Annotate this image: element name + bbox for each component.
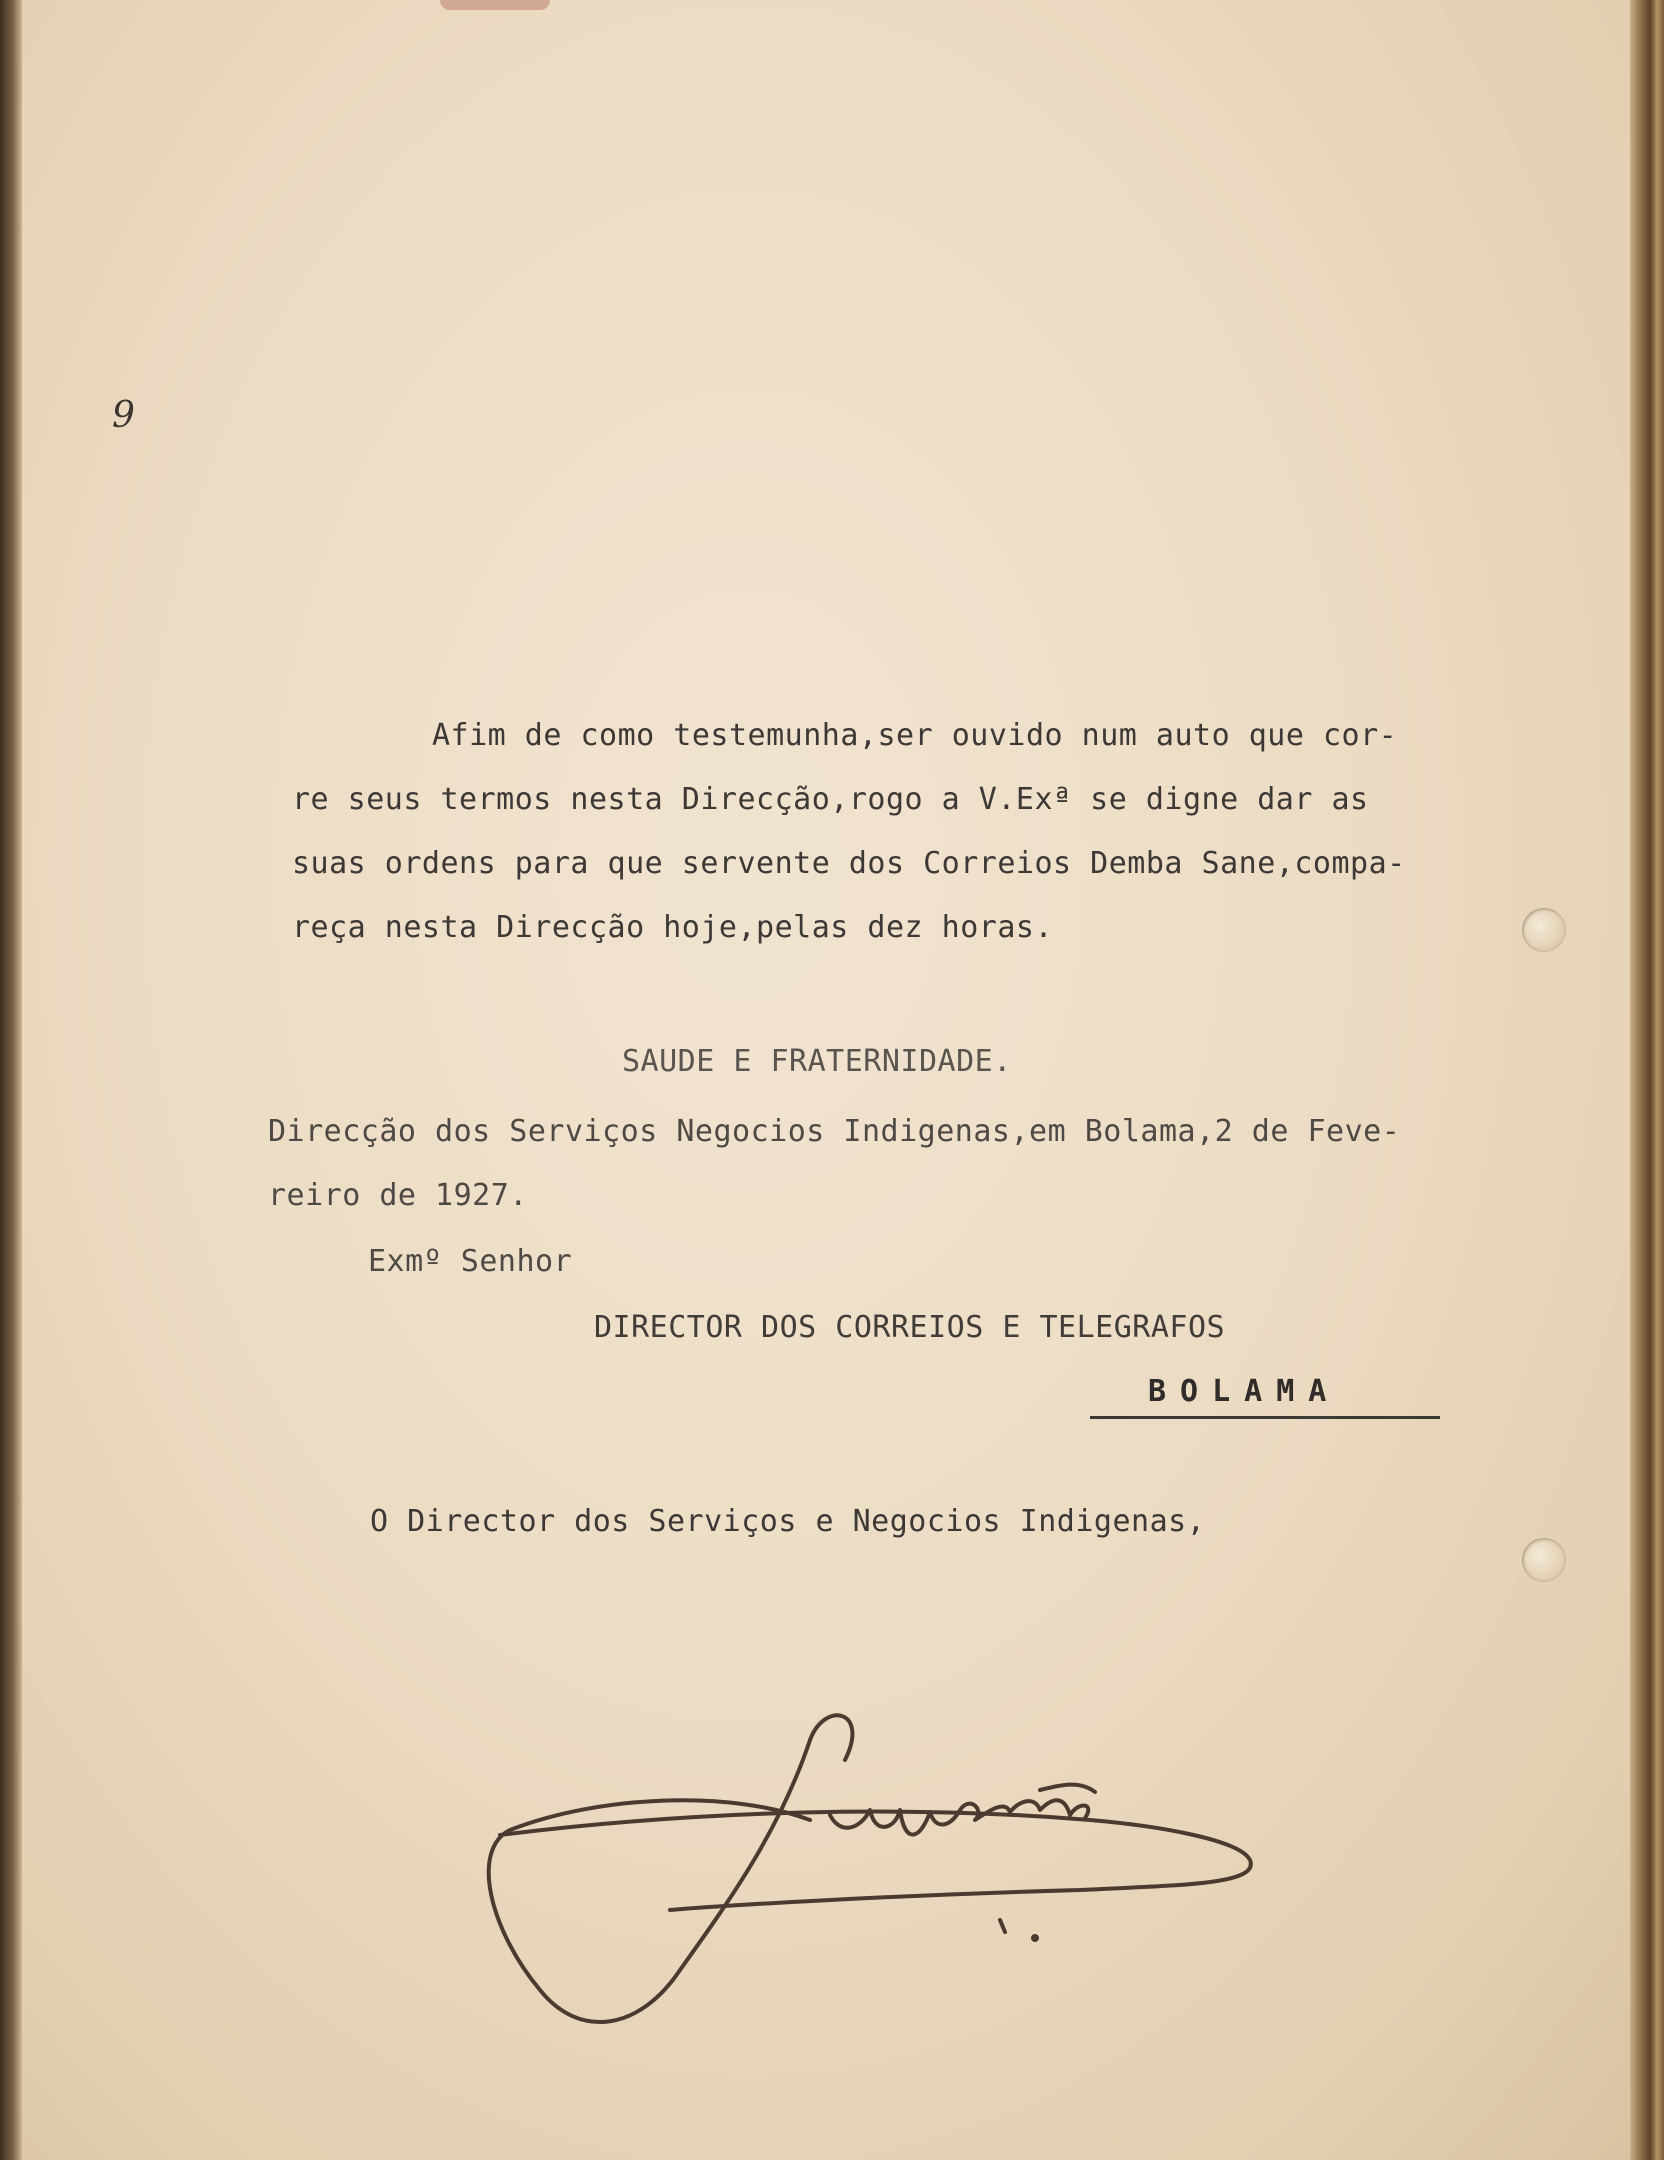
addressee-underline — [1090, 1416, 1440, 1419]
body-line-2: re seus termos nesta Direcção,rogo a V.Exª se digne dar as — [292, 782, 1369, 817]
page-edge — [1630, 0, 1664, 2160]
signatory-line: O Director dos Serviços e Negocios Indigenas, — [370, 1504, 1206, 1539]
place-date-line-1: Direcção dos Serviços Negocios Indigenas,em Bolama,2 de Feve- — [268, 1114, 1401, 1149]
addressee-line-1: DIRECTOR DOS CORREIOS E TELEGRAFOS — [594, 1310, 1226, 1345]
addressee-line-2: BOLAMA — [1148, 1374, 1341, 1409]
salutation: SAUDE E FRATERNIDADE. — [622, 1044, 1012, 1079]
folio-number: 9 — [112, 395, 135, 436]
body-line-3: suas ordens para que servente dos Correios Demba Sane,compa- — [292, 846, 1406, 881]
punch-hole — [1522, 1538, 1566, 1582]
addressee-title: Exmº Senhor — [368, 1244, 573, 1279]
place-date-line-2: reiro de 1927. — [268, 1178, 528, 1213]
signature-image — [480, 1700, 1280, 2060]
body-line-4: reça nesta Direcção hoje,pelas dez horas. — [292, 910, 1054, 945]
book-binding — [0, 0, 22, 2160]
body-line-1: Afim de como testemunha,ser ouvido num auto que cor- — [432, 718, 1398, 753]
punch-hole — [1522, 908, 1566, 952]
bleed-through — [290, 988, 884, 1023]
stain-mark — [440, 0, 550, 10]
